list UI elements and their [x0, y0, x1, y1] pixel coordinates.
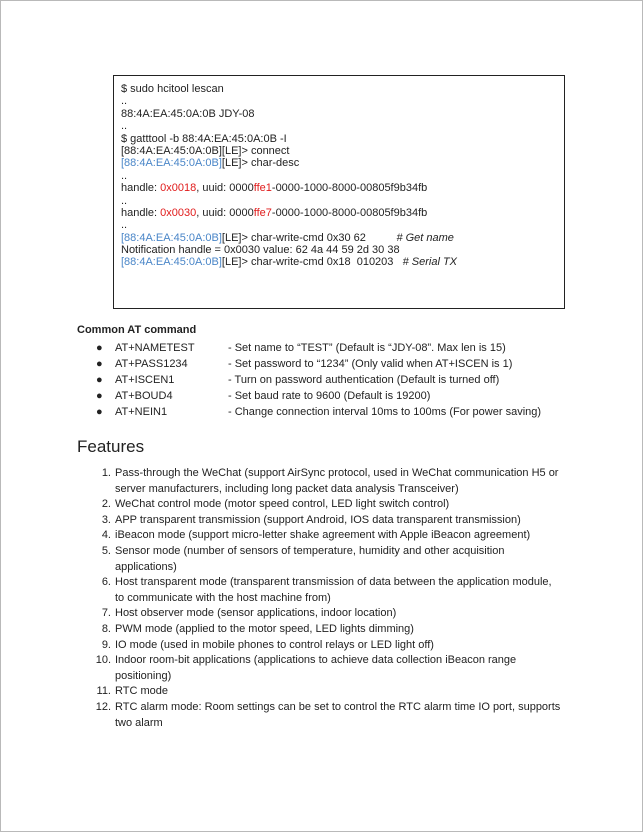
bullet-icon: ● [96, 390, 103, 402]
feature-item [93, 700, 563, 731]
feature-item [93, 606, 563, 622]
feature-item [93, 622, 563, 638]
code-text: -0000-1000-8000-00805f9b34fb [271, 182, 428, 195]
code-text: -0000-1000-8000-00805f9b34fb [271, 206, 428, 219]
feature-item [93, 684, 563, 700]
code-line [121, 256, 564, 268]
code-comment: # Serial TX [402, 256, 458, 269]
feature-text: PWM mode (applied to the motor speed, LED lights dimming) [115, 622, 414, 635]
item-number: 6. [101, 576, 111, 589]
item-number: 2. [101, 498, 111, 511]
bullet-icon: ● [96, 358, 103, 370]
handle-value: 0x0018 [160, 182, 197, 195]
code-text: [LE]> char-write-cmd 0x18 010203 [221, 256, 403, 269]
item-number: 10. [95, 654, 111, 667]
feature-item [93, 544, 563, 575]
code-line: $ sudo hcitool lescan [121, 83, 224, 95]
code-line [121, 207, 564, 219]
code-line [121, 232, 564, 244]
item-number: 8. [101, 622, 111, 635]
item-number: 1. [101, 467, 111, 479]
at-command-heading: Common AT command [77, 324, 197, 336]
at-command: AT+ISCEN1 [115, 374, 175, 386]
code-line: Notification handle = 0x0030 value: 62 4a 44 59 2d 30 38 [121, 244, 400, 257]
bullet-icon: ● [96, 374, 103, 386]
at-description: - Set name to “TEST” (Default is “JDY-08”. Max len is 15) [228, 342, 506, 354]
features-list [93, 466, 563, 731]
feature-text: IO mode (used in mobile phones to control relays or LED light off) [115, 638, 434, 651]
feature-text: APP transparent transmission (support Android, IOS data transparent transmission) [115, 513, 521, 526]
item-number: 7. [101, 607, 111, 620]
feature-text: iBeacon mode (support micro-letter shake agreement with Apple iBeacon agreement) [115, 529, 531, 542]
uuid-highlight: ffe7 [253, 206, 272, 219]
item-number: 12. [95, 700, 111, 713]
at-command: AT+NAMETEST [115, 342, 195, 354]
feature-text: WeChat control mode (motor speed control, LED light switch control) [115, 498, 450, 511]
device-address: [88:4A:EA:45:0A:0B] [121, 157, 222, 170]
feature-item [93, 653, 563, 684]
code-line: .. [121, 169, 128, 182]
terminal-code-box [113, 75, 565, 309]
feature-item [93, 466, 563, 497]
feature-text: Host transparent mode (transparent transmission of data between the application module, to communicate with the host machine from) [115, 576, 552, 604]
bullet-icon: ● [96, 342, 103, 354]
feature-item [93, 528, 563, 544]
code-line [121, 182, 564, 194]
device-address: [88:4A:EA:45:0A:0B] [121, 256, 222, 269]
bullet-icon: ● [96, 406, 103, 418]
code-text: [LE]> char-write-cmd 0x30 62 [221, 231, 397, 244]
feature-item [93, 513, 563, 529]
feature-item [93, 638, 563, 654]
feature-item [93, 497, 563, 513]
at-description: - Set baud rate to 9600 (Default is 19200) [228, 390, 431, 402]
code-line: .. [121, 219, 128, 232]
code-line: .. [121, 95, 128, 108]
code-line: .. [121, 194, 128, 207]
feature-item [93, 575, 563, 606]
item-number: 4. [101, 529, 111, 542]
feature-text: Pass-through the WeChat (support AirSync protocol, used in WeChat communication H5 or server manufacturers, including long packet data analysis Transceiver) [115, 467, 559, 495]
at-command: AT+BOUD4 [115, 390, 173, 402]
at-description: - Turn on password authentication (Default is turned off) [228, 374, 500, 386]
device-address: [88:4A:EA:45:0A:0B] [121, 231, 222, 244]
code-line: 88:4A:EA:45:0A:0B JDY-08 [121, 107, 255, 120]
at-description: - Change connection interval 10ms to 100ms (For power saving) [228, 406, 542, 418]
feature-text: Indoor room-bit applications (applications to achieve data collection iBeacon range positioning) [115, 654, 517, 682]
code-text: [LE]> char-desc [221, 157, 300, 170]
code-comment: # Get name [396, 231, 454, 244]
code-text: , uuid: 0000 [196, 206, 254, 219]
code-text: , uuid: 0000 [196, 182, 254, 195]
item-number: 5. [101, 544, 111, 557]
code-line: .. [121, 120, 128, 133]
code-line: [88:4A:EA:45:0A:0B][LE]> connect [121, 144, 290, 157]
feature-text: Sensor mode (number of sensors of temperature, humidity and other acquisition applications) [115, 544, 505, 573]
code-text: handle: [121, 182, 161, 195]
features-heading: Features [77, 437, 145, 456]
code-line: $ gatttool -b 88:4A:EA:45:0A:0B -I [121, 132, 287, 145]
handle-value: 0x0030 [160, 206, 197, 219]
item-number: 11. [96, 685, 111, 698]
at-description: - Set password to “1234” (Only valid when AT+ISCEN is 1) [228, 358, 513, 370]
feature-text: RTC mode [115, 685, 168, 698]
item-number: 3. [101, 513, 111, 526]
at-command: AT+NEIN1 [115, 406, 168, 418]
uuid-highlight: ffe1 [253, 182, 272, 195]
code-line [121, 157, 564, 169]
code-text: handle: [121, 206, 161, 219]
feature-text: Host observer mode (sensor applications, indoor location) [115, 607, 397, 620]
item-number: 9. [101, 638, 111, 651]
at-command: AT+PASS1234 [115, 358, 188, 370]
feature-text: RTC alarm mode: Room settings can be set to control the RTC alarm time IO port, supports two alarm [115, 700, 561, 729]
